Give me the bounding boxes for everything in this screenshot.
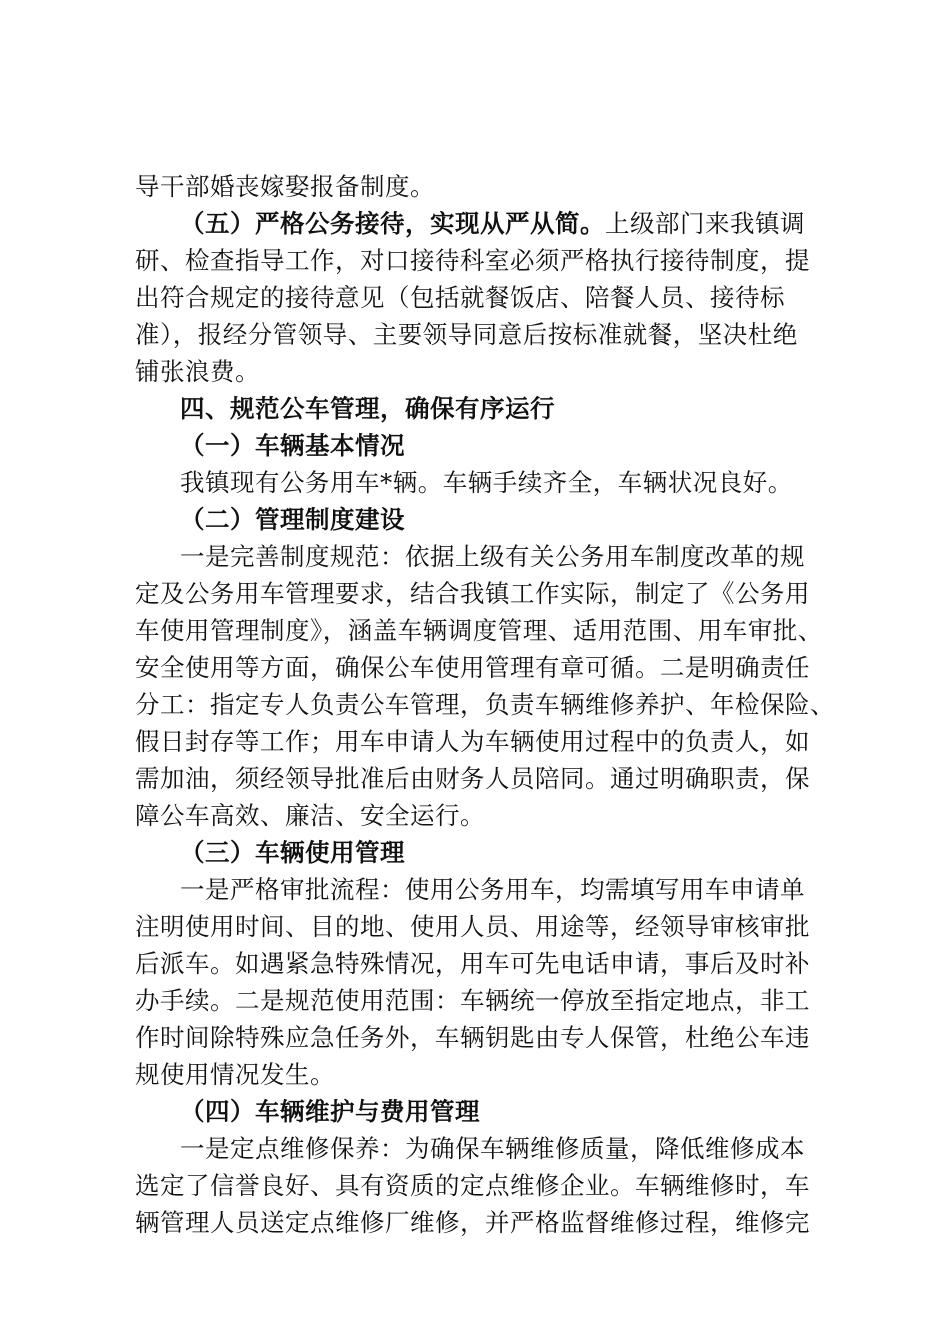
text-line: 定及公务用车管理要求，结合我镇工作实际，制定了《公务用 [135,579,810,608]
text-line: 办手续。二是规范使用范围：车辆统一停放至指定地点，非工 [135,986,810,1015]
text-line: 规使用情况发生。 [135,1060,335,1089]
text-line: 分工：指定专人负责公车管理，负责车辆维修养护、年检保险、 [135,690,835,719]
text-line: 后派车。如遇紧急特殊情况，用车可先电话申请，事后及时补 [135,949,810,978]
text-line: 车使用管理制度》，涵盖车辆调度管理、适用范围、用车审批、 [135,616,823,645]
paragraph-line [180,207,805,241]
text-line: 作时间除特殊应急任务外，车辆钥匙由专人保管，杜绝公车违 [135,1023,810,1052]
text-line: 一是严格审批流程：使用公务用车，均需填写用车申请单 [180,875,805,904]
subsection-heading: （一）车辆基本情况 [180,431,405,460]
text-line: 辆管理人员送定点维修厂维修，并严格监督维修过程，维修完 [135,1208,810,1237]
text-line: 导干部婚丧嫁娶报备制度。 [135,172,435,201]
text-line: 铺张浪费。 [135,357,260,386]
text-line: 出符合规定的接待意见（包括就餐饭店、陪餐人员、接待标 [135,283,785,312]
text-line: 注明使用时间、目的地、使用人员、用途等，经领导审核审批 [135,912,810,941]
subsection-heading: （四）车辆维护与费用管理 [180,1097,480,1126]
text-line: 一是定点维修保养：为确保车辆维修质量，降低维修成本 [180,1134,805,1163]
section-heading: 四、规范公车管理，确保有序运行 [180,394,555,423]
text-line: 一是完善制度规范：依据上级有关公务用车制度改革的规 [180,542,805,571]
text-line: 准），报经分管领导、主要领导同意后按标准就餐，坚决杜绝 [135,320,798,349]
text-line: 研、检查指导工作，对口接待科室必须严格执行接待制度，提 [135,246,810,275]
text-line: 障公车高效、廉洁、安全运行。 [135,801,485,830]
text-line: 选定了信誉良好、具有资质的定点维修企业。车辆维修时，车 [135,1171,810,1200]
subsection-heading: （二）管理制度建设 [180,505,405,534]
subsection-heading: （五）严格公务接待，实现从严从简。 [180,209,605,238]
text-line: 我镇现有公务用车*辆。车辆手续齐全，车辆状况良好。 [180,468,793,497]
text-line: 安全使用等方面，确保公车使用管理有章可循。二是明确责任 [135,653,810,682]
subsection-heading: （三）车辆使用管理 [180,838,405,867]
text-line: 需加油，须经领导批准后由财务人员陪同。通过明确职责，保 [135,764,810,793]
text-line: 假日封存等工作；用车申请人为车辆使用过程中的负责人，如 [135,727,810,756]
text-run: 上级部门来我镇调 [605,209,805,238]
